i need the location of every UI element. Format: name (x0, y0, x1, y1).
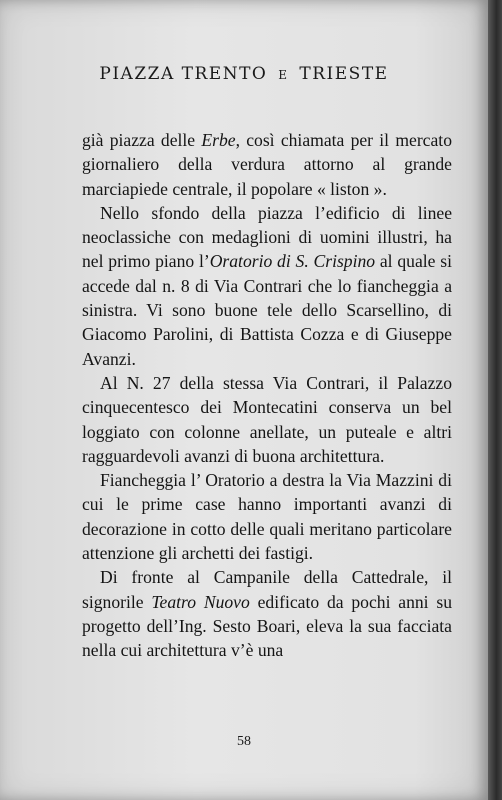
paragraph: già piazza delle Erbe, così chiamata per il mercato giornaliero della verdura attorno al grande marciapiede centrale, il popolare « liston ». (82, 130, 452, 199)
paragraph: Nello sfondo della piazza l’edificio di linee neoclassiche con medaglioni di uomini illustri, ha nel primo piano l’Oratorio di S. Crispino al quale si accede dal n. 8 di Via Contrari che lo fiancheggia a sinistra. Vi sono buone tele dello Scarsellino, di Giacomo Parolini, di Battista Cozza e di Giuseppe Avanzi. (82, 202, 452, 369)
running-header (0, 64, 488, 84)
book-spine-edge (488, 0, 502, 800)
paragraph: Al N. 27 della stessa Via Contrari, il Palazzo cinquecentesco dei Montecatini conserva un bel loggiato con colonne anellate, un puteale e altri ragguardevoli avanzi di buona architettura. (82, 372, 452, 466)
header-title-conjunction: E (278, 68, 289, 82)
header-title-part1: PIAZZA TRENTO (99, 64, 268, 84)
body-text (82, 128, 452, 663)
paragraph: Fiancheggia l’ Oratorio a destra la Via Mazzini di cui le prime case hanno importanti avanzi di decorazione in cotto delle quali meritano particolare attenzione gli archetti dei fastigi. (82, 470, 452, 564)
page-number: 58 (237, 734, 251, 749)
paragraph: Di fronte al Campanile della Cattedrale, il signorile Teatro Nuovo edificato da pochi anni su progetto dell’Ing. Sesto Boari, eleva la sua facciata nella cui architettura v’è una (82, 567, 453, 661)
header-title-part2: TRIESTE (299, 64, 389, 84)
